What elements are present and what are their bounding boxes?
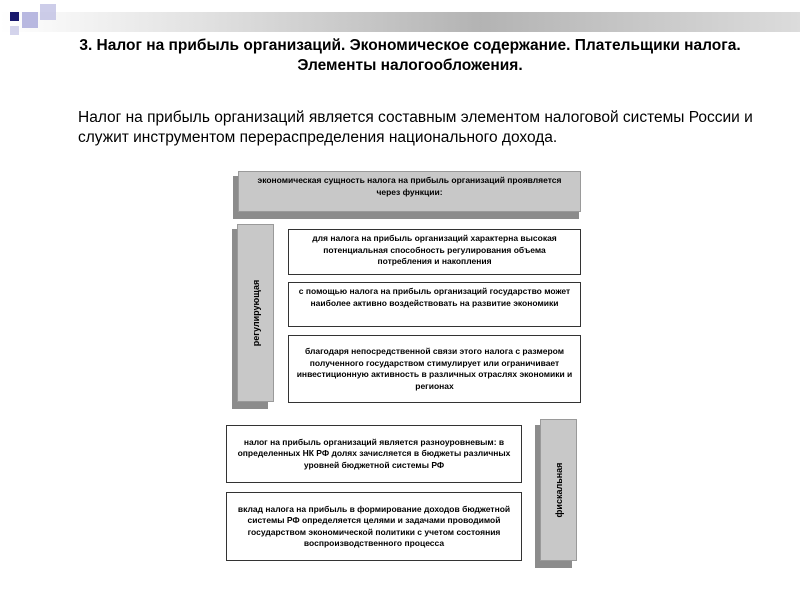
fiscal-item-1 (226, 425, 522, 483)
fiscal-label: фискальная (553, 462, 564, 518)
regulating-item-1-text: для налога на прибыль организаций характерна высокая потенциальная способность регулирования объема потребления и накопления (312, 233, 557, 266)
regulating-item-1 (288, 229, 581, 275)
decor-square-lavender (40, 4, 56, 20)
slide-title: 3. Налог на прибыль организаций. Экономическое содержание. Плательщики налога. Элементы налогообложения. (79, 37, 741, 74)
decor-square-lavender (22, 12, 38, 28)
regulating-label: регулирующая (250, 279, 261, 347)
regulating-item-3 (288, 335, 581, 403)
decor-square-lavender (10, 26, 19, 35)
fiscal-item-2 (226, 492, 522, 561)
top-decor-bar (0, 12, 800, 32)
regulating-item-2-text: с помощью налога на прибыль организаций государство может наиболее активно воздействовать на развитие экономики (298, 286, 571, 308)
diagram-header-text: экономическая сущность налога на прибыль организаций проявляется через функции: (257, 175, 562, 197)
fiscal-label-box (540, 419, 577, 561)
regulating-item-3-text: благодаря непосредственной связи этого налога с размером полученного государством стимулирует или ограничивает инвестиционную активность в различных отраслях экономики и регионах (296, 346, 573, 391)
decor-square-navy (10, 12, 19, 21)
regulating-label-box (237, 224, 274, 402)
regulating-item-2 (288, 282, 581, 327)
intro-paragraph: Налог на прибыль организаций является составным элементом налоговой системы России и служит инструментом перераспределения национального дохода. (78, 109, 753, 146)
diagram-header (238, 171, 581, 212)
fiscal-item-1-text: налог на прибыль организаций является разноуровневым: в определенных НК РФ долях зачисляется в бюджеты различных уровней бюджетной системы РФ (237, 436, 511, 470)
fiscal-item-2-text: вклад налога на прибыль в формирование доходов бюджетной системы РФ определяется целями и задачами проводимой государством экономической политики с учетом состояния воспроизводственного процесса (237, 503, 511, 548)
